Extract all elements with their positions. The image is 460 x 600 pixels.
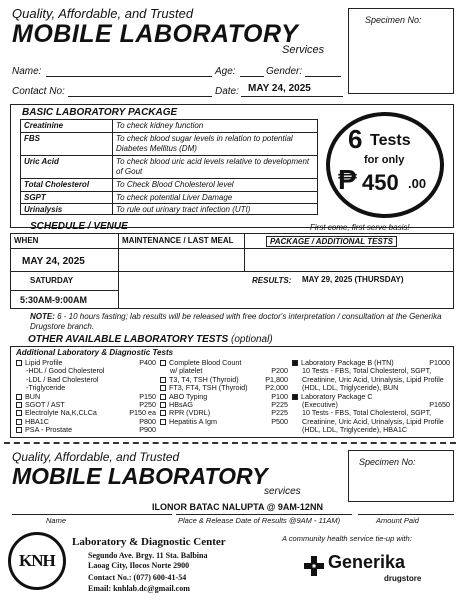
schedule-heading: SCHEDULE / VENUE [30, 221, 128, 232]
test-name: Total Cholesterol [24, 180, 90, 189]
stub-amount-field[interactable] [358, 514, 454, 515]
package-c-exec: (Executive) P1650 [302, 400, 450, 410]
other-tests-subheading: Additional Laboratory & Diagnostic Tests [16, 348, 174, 357]
checkbox[interactable] [16, 402, 22, 408]
checkbox[interactable] [160, 410, 166, 416]
results-date: MAY 29, 2025 (THURSDAY) [302, 275, 404, 284]
list-item[interactable]: Hepatitis A Igm P500 [160, 418, 288, 426]
checkbox[interactable] [16, 427, 22, 433]
list-item[interactable]: PSA - Prostate P900 [16, 426, 156, 434]
package-b-desc: 10 Tests - FBS, Total Cholesterol, SGPT, Creatinine, Uric Acid, Urinalysis, Lipid Profile (HDL, LDL, Triglyceride), BUN [302, 366, 444, 393]
list-item[interactable]: HBA1C P800 [16, 418, 156, 426]
other-tests-title: OTHER AVAILABLE LABORATORY TESTS [28, 334, 229, 345]
list-item[interactable]: T3, T4, TSH (Thyroid) P1,800 [160, 376, 288, 384]
test-name: FBS [24, 134, 40, 143]
package-c-desc: 10 Tests - FBS, Total Cholesterol, SGPT, Creatinine, Uric Acid, Urinalysis, Lipid Profile (HDL, LDL, Triglyceride), HBA1C [302, 408, 444, 435]
other-tests-heading [28, 334, 273, 345]
center-name: Laboratory & Diagnostic Center [72, 536, 226, 548]
list-item[interactable]: Lipid Profile P400 [16, 359, 156, 367]
list-item[interactable]: ABO Typing P100 [160, 393, 288, 401]
age-field[interactable] [240, 76, 264, 77]
address-line-2: Laoag City, Ilocos Norte 2900 [88, 561, 190, 570]
gender-field[interactable] [305, 76, 341, 77]
contact-field[interactable] [68, 96, 212, 97]
contact-number: Contact No.: (077) 600-41-54 [88, 573, 187, 582]
date-label: Date: [215, 86, 239, 97]
list-item: -Triglyceride [26, 383, 66, 393]
test-desc: To rule out urinary tract infection (UTI) [116, 205, 251, 214]
promo-for-only: for only [364, 154, 405, 166]
tagline: Quality, Affordable, and Trusted [12, 6, 194, 21]
test-name: Urinalysis [24, 205, 63, 214]
list-item[interactable]: RPR (VDRL) P225 [160, 409, 288, 417]
stub-release-field[interactable] [176, 514, 352, 515]
schedule-day: SATURDAY [30, 276, 74, 285]
other-tests-col2 [160, 359, 288, 426]
test-desc: To check kidney function [116, 121, 204, 130]
test-name: Uric Acid [24, 157, 59, 166]
checkbox[interactable] [160, 360, 166, 366]
stub-specimen-box[interactable] [348, 450, 454, 502]
checkbox[interactable] [160, 402, 166, 408]
age-label: Age: [215, 66, 236, 77]
specimen-label: Specimen No: [365, 15, 422, 25]
stub-name-field[interactable] [12, 514, 172, 515]
generika-drugstore: drugstore [384, 574, 422, 583]
checkbox[interactable] [292, 360, 298, 366]
contact-label: Contact No: [12, 86, 65, 97]
maintenance-label: MAINTENANCE / LAST MEAL [122, 236, 234, 245]
optional-label: (optional) [230, 334, 273, 345]
generika-cross-icon [304, 556, 324, 576]
services-label: Services [282, 44, 325, 56]
checkbox[interactable] [292, 394, 298, 400]
list-item[interactable]: FT3, FT4, TSH (Thyroid) P2,000 [160, 384, 288, 392]
results-label: RESULTS: [252, 276, 292, 285]
list-item: w/ platelet P200 [170, 366, 288, 376]
stub-amount-label: Amount Paid [376, 516, 419, 525]
checkbox[interactable] [16, 394, 22, 400]
stub-title: MOBILE LABORATORY [12, 463, 268, 489]
promo-price: 450 [362, 170, 399, 195]
test-desc: To Check Blood Cholesterol level [116, 180, 234, 189]
schedule-date: MAY 24, 2025 [22, 256, 85, 267]
note-label: NOTE: [30, 312, 55, 321]
page-title: MOBILE LABORATORY [12, 20, 299, 48]
tieup-label: A community health service tie-up with: [282, 534, 412, 543]
checkbox[interactable] [160, 419, 166, 425]
checkbox[interactable] [16, 419, 22, 425]
checkbox[interactable] [160, 385, 166, 391]
stub-specimen-label: Specimen No: [359, 457, 416, 467]
test-desc: To check blood sugar levels in relation to potential Diabetes Mellitus (DM) [116, 134, 293, 153]
list-item[interactable]: BUN P150 [16, 393, 156, 401]
package-b[interactable]: Laboratory Package B (HTN) P1000 [292, 359, 450, 367]
stub-tagline: Quality, Affordable, and Trusted [12, 450, 180, 464]
schedule-time: 5:30AM-9:00AM [20, 295, 88, 305]
test-desc: To check potential Liver Damage [116, 193, 233, 202]
knh-logo [8, 532, 66, 590]
other-tests-col1 [16, 359, 156, 435]
checkbox[interactable] [160, 394, 166, 400]
list-item: -LDL / Bad Cholesterol [26, 374, 99, 384]
list-item[interactable]: HBsAG P225 [160, 401, 288, 409]
test-name: SGPT [24, 193, 46, 202]
date-value: MAY 24, 2025 [248, 83, 311, 94]
email: Email: knhlab.dc@gmail.com [88, 584, 190, 593]
promo-currency: ₱ [338, 164, 357, 195]
note-text: 6 - 10 hours fasting; lab results will be released with free doctor's interpretation / consultation at the Generika Drugstore branch. [30, 312, 442, 331]
when-label: WHEN [14, 236, 39, 245]
stub-release-label: Place & Release Date of Results @9AM - 11AM) [178, 516, 341, 525]
name-label: Name: [12, 66, 42, 77]
list-item[interactable]: Complete Blood Count [160, 359, 288, 367]
promo-count: 6 [348, 124, 363, 154]
name-field[interactable] [46, 76, 212, 77]
test-desc: To check blood uric acid levels relative to development of Gout [116, 157, 310, 176]
stub-services: services [264, 486, 301, 497]
package-c[interactable]: Laboratory Package C [292, 393, 450, 401]
generika-logo: Generika [328, 552, 406, 572]
test-name: Creatinine [24, 121, 64, 130]
checkbox[interactable] [160, 377, 166, 383]
stub-venue: ILONOR BATAC NALUPTA @ 9AM-12NN [152, 502, 323, 512]
list-item[interactable]: SGOT / AST P250 [16, 401, 156, 409]
address-line-1: Segundo Ave. Brgy. 11 Sta. Balbina [88, 551, 208, 560]
list-item[interactable]: Electrolyte Na,K,CLCa P150 ea [16, 409, 156, 417]
knh-logo-text: KNH [19, 551, 55, 570]
first-come-note: First come, first serve basis! [310, 223, 410, 232]
fasting-note [30, 312, 450, 332]
gender-label: Gender: [266, 66, 303, 77]
package-label: PACKAGE / ADDITIONAL TESTS [266, 236, 397, 247]
cut-line [4, 442, 456, 444]
promo-cents: .00 [408, 176, 427, 191]
other-tests-packages [292, 359, 450, 435]
date-field[interactable] [241, 96, 343, 97]
stub-name-label: Name [46, 516, 67, 525]
basic-package-heading: BASIC LABORATORY PACKAGE [22, 107, 178, 118]
checkbox[interactable] [16, 410, 22, 416]
checkbox[interactable] [16, 360, 22, 366]
specimen-box[interactable] [348, 8, 454, 94]
list-item: -HDL / Good Cholesterol [26, 366, 105, 376]
promo-tests: Tests [370, 132, 411, 149]
